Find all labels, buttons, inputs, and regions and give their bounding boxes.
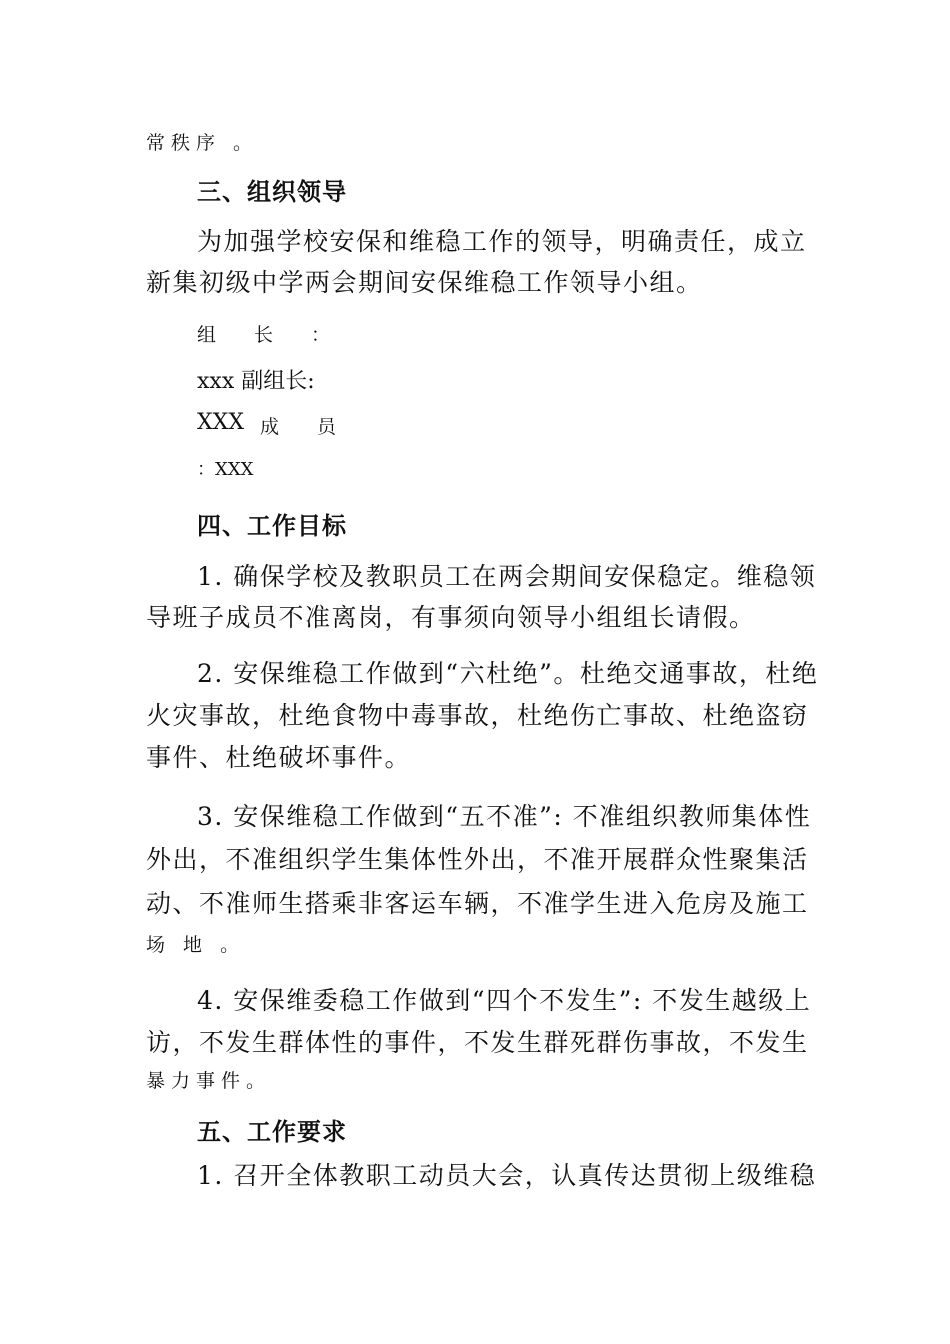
vice-leader-line: xxx 副组长: [197, 369, 315, 394]
goal3-line1: 3. 安保维稳工作做到“五不准”: 不准组织教师集体性 [197, 802, 812, 831]
member-value: ：XXX [197, 459, 254, 480]
section3-paragraph-line1: 为加强学校安保和维稳工作的领导，明确责任，成立 [197, 227, 807, 256]
goal3-line3: 动、不准师生搭乘非客运车辆，不准学生进入危房及施工 [146, 889, 809, 918]
goal4-line3: 暴力事件。 [146, 1070, 272, 1092]
member-xxx: XXX [197, 410, 244, 435]
goal4-line2: 访，不发生群体性的事件，不发生群死群伤事故，不发生 [146, 1028, 809, 1057]
goal1-line1: 1. 确保学校及教职员工在两会期间安保稳定。维稳领 [197, 562, 817, 591]
goal2-line2: 火灾事故，杜绝食物中毒事故，杜绝伤亡事故、杜绝盗窃 [146, 701, 809, 730]
goal2-line3: 事件、杜绝破坏事件。 [146, 743, 412, 772]
goal1-line2: 导班子成员不准离岗，有事须向领导小组组长请假。 [146, 603, 756, 632]
goal2-line1: 2. 安保维稳工作做到“六杜绝”。杜绝交通事故，杜绝 [197, 659, 819, 688]
section3-paragraph-line2: 新集初级中学两会期间安保维稳工作领导小组。 [146, 268, 703, 297]
goal3-line4: 场 地 。 [146, 934, 246, 956]
leader-label: 组 长 ： [197, 324, 331, 346]
goal4-line1: 4. 安保维委稳工作做到“四个不发生”: 不发生越级上 [197, 986, 812, 1015]
member-label: 成 员 [260, 416, 337, 438]
section3-heading: 三、组织领导 [197, 178, 347, 206]
section5-heading: 五、工作要求 [197, 1118, 347, 1146]
goal3-line2: 外出，不准组织学生集体性外出，不准开展群众性聚集活 [146, 845, 809, 874]
section4-heading: 四、工作目标 [197, 512, 347, 540]
requirement1-line1: 1. 召开全体教职工动员大会，认真传达贯彻上级维稳 [197, 1161, 817, 1190]
section2-tail: 常秩序 。 [146, 132, 259, 154]
